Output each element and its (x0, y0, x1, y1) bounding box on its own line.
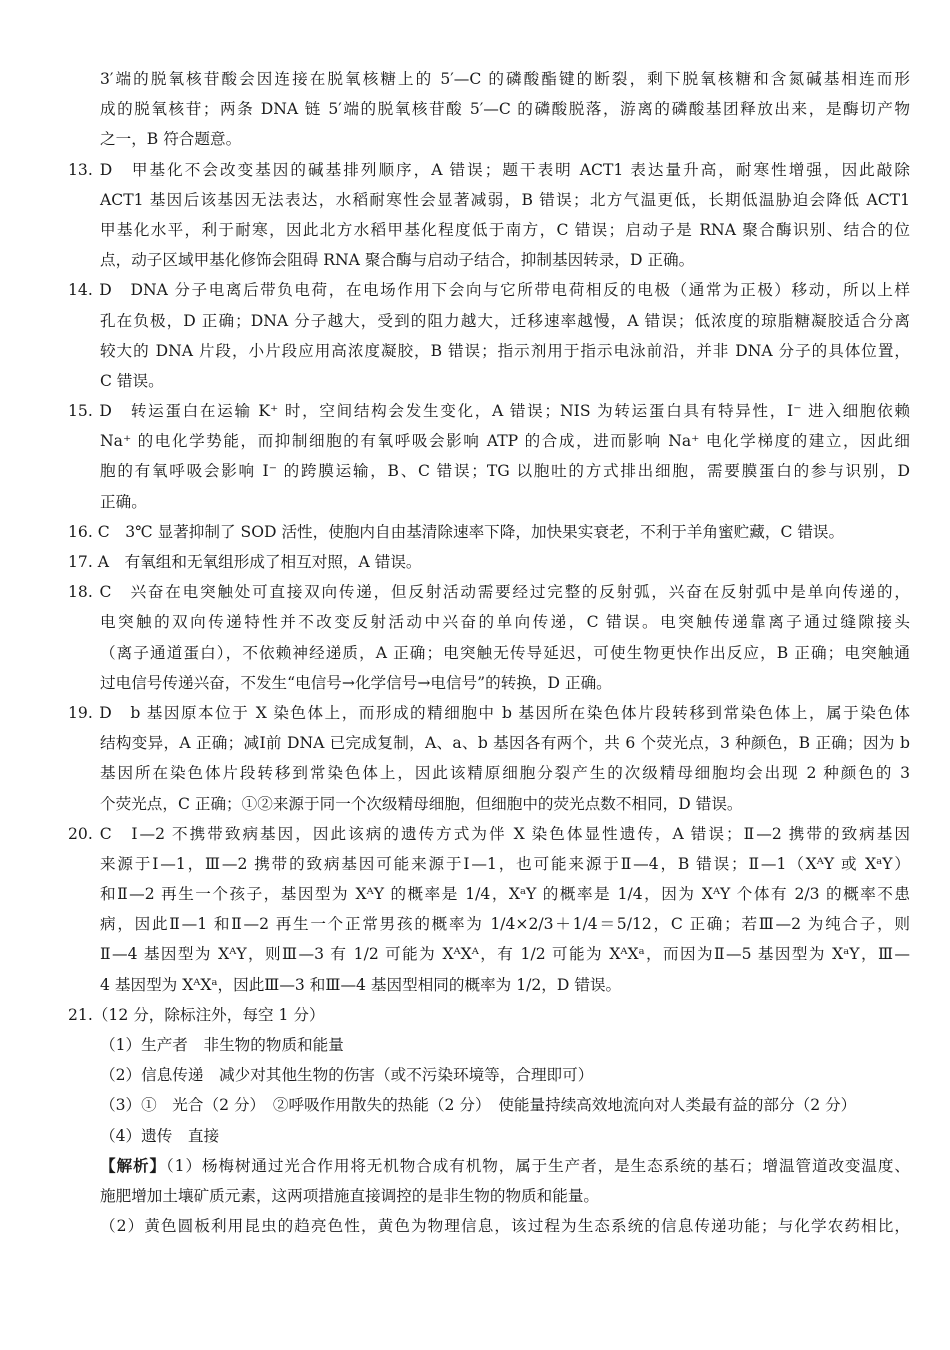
text-line: 过电信号传递兴奋，不发生“电信号→化学信号→电信号”的转换，D 正确。 (100, 673, 612, 692)
text-line: （2）黄色圆板利用昆虫的趋亮色性，黄色为物理信息，该过程为生态系统的信息传递功能；与化学农药相比， (100, 1217, 910, 1236)
answer-16: 16. C 3℃ 显著抑制了 SOD 活性，使胞内自由基清除速率下降，加快果实衰老，不利于羊角蜜贮藏，C 错误。 (68, 522, 845, 541)
text-line: Na⁺ 的电化学势能，而抑制细胞的有氧呼吸会影响 ATP 的合成，进而影响 Na⁺ 电化学梯度的建立，因此细 (100, 432, 910, 451)
answer-21-part-2: （2）信息传递 减少对其他生物的伤害（或不污染环境等，合理即可） (100, 1066, 594, 1085)
text-line: 孔在负极，D 正确；DNA 分子越大，受到的阻力越大，迁移速率越慢，A 错误；低浓度的琼脂糖凝胶适合分离 (100, 311, 910, 330)
text-line: ACT1 基因后该基因无法表达，水稻耐寒性会显著减弱，B 错误；北方气温更低，长期低温胁迫会降低 ACT1 (100, 190, 910, 209)
text-line: 结构变异，A 正确；减Ⅰ前 DNA 已完成复制，A、a、b 基因各有两个，共 6 个荧光点，3 种颜色，B 正确；因为 b (100, 734, 910, 753)
analysis-heading-line: 【解析】（1）杨梅树通过光合作用将无机物合成有机物，属于生产者，是生态系统的基石；增温管道改变温度、 (100, 1155, 910, 1175)
text-line: 电突触的双向传递特性并不改变反射活动中兴奋的单向传递，C 错误。电突触传递靠离子通过缝隙接头 (100, 613, 910, 632)
answer-21-part-1: （1）生产者 非生物的物质和能量 (100, 1036, 344, 1054)
text-line: 之一，B 符合题意。 (100, 130, 242, 149)
text-line: 来源于Ⅰ—1，Ⅲ—2 携带的致病基因可能来源于Ⅰ—1，也可能来源于Ⅱ—4，B 错误；Ⅱ—1（XᴬY 或 XᵃY） (100, 854, 910, 873)
text-line: 正确。 (100, 492, 147, 511)
text-line: 4 基因型为 XᴬXᵃ，因此Ⅲ—3 和Ⅲ—4 基因型相同的概率为 1/2，D 错误。 (100, 975, 622, 994)
answer-13: 13. D 甲基化不会改变基因的碱基排列顺序，A 错误；题干表明 ACT1 表达量升高，耐寒性增强，因此敲除 (68, 160, 910, 179)
answer-14: 14. D DNA 分子电离后带负电荷，在电场作用下会向与它所带电荷相反的电极（通常为正极）移动，所以上样 (68, 281, 910, 300)
text-line: 胞的有氧呼吸会影响 I⁻ 的跨膜运输，B、C 错误；TG 以胞吐的方式排出细胞，需要膜蛋白的参与识别，D (100, 462, 910, 481)
text-line: 点，动子区域甲基化修饰会阻碍 RNA 聚合酶与启动子结合，抑制基因转录，D 正确。 (100, 251, 695, 270)
answer-21-part-4: （4）遗传 直接 (100, 1126, 220, 1145)
text-line: Ⅱ—4 基因型为 XᴬY，则Ⅲ—3 有 1/2 可能为 XᴬXᴬ，有 1/2 可能为 XᴬXᵃ，而因为Ⅱ—5 基因型为 XᵃY，Ⅲ— (100, 945, 910, 964)
text-line: 施肥增加土壤矿质元素，这两项措施直接调控的是非生物的物质和能量。 (100, 1186, 600, 1205)
answer-21-header: 21.（12 分，除标注外，每空 1 分） (68, 1005, 325, 1024)
text-line: 3′端的脱氧核苷酸会因连接在脱氧核糖上的 5′—C 的磷酸酯键的断裂，剩下脱氧核糖和含氮碱基相连而形 (100, 70, 910, 88)
text-line: 成的脱氧核苷；两条 DNA 链 5′端的脱氧核苷酸 5′—C 的磷酸脱落，游离的磷酸基团释放出来，是酶切产物 (100, 100, 910, 119)
answer-21-part-3: （3）① 光合（2 分） ②呼吸作用散失的热能（2 分） 使能量持续高效地流向对人类最有益的部分（2 分） (100, 1096, 857, 1115)
answer-17: 17. A 有氧组和无氧组形成了相互对照，A 错误。 (68, 553, 422, 571)
answer-19: 19. D b 基因原本位于 X 染色体上，而形成的精细胞中 b 基因所在染色体片段转移到常染色体上，属于染色体 (68, 703, 910, 722)
text-line: 个荧光点，C 正确；①②来源于同一个次级精母细胞，但细胞中的荧光点数不相同，D 错误。 (100, 794, 743, 813)
answer-20: 20. C Ⅰ—2 不携带致病基因，因此该病的遗传方式为伴 X 染色体显性遗传，A 错误；Ⅱ—2 携带的致病基因 (68, 824, 910, 843)
answer-15: 15. D 转运蛋白在运输 K⁺ 时，空间结构会发生变化，A 错误；NIS 为转运蛋白具有特异性，I⁻ 进入细胞依赖 (68, 402, 910, 421)
text-line: 病，因此Ⅱ—1 和Ⅱ—2 再生一个正常男孩的概率为 1/4×2/3＋1/4＝5/12，C 正确；若Ⅲ—2 为纯合子，则 (100, 915, 910, 934)
text-line: 和Ⅱ—2 再生一个孩子，基因型为 XᴬY 的概率是 1/4，XᵃY 的概率是 1/4，因为 XᴬY 个体有 2/3 的概率不患 (100, 885, 910, 904)
text-line: 甲基化水平，利于耐寒，因此北方水稻甲基化程度低于南方，C 错误；启动子是 RNA 聚合酶识别、结合的位 (100, 220, 910, 239)
text-line: C 错误。 (100, 371, 164, 390)
answer-18: 18. C 兴奋在电突触处可直接双向传递，但反射活动需要经过完整的反射弧，兴奋在反射弧中是单向传递的， (68, 583, 910, 602)
text-line: （离子通道蛋白），不依赖神经递质，A 正确；电突触无传导延迟，可使生物更快作出反应，B 正确；电突触通 (100, 643, 910, 662)
text-line: 基因所在染色体片段转移到常染色体上，因此该精原细胞分裂产生的次级精母细胞均会出现 2 种颜色的 3 (100, 764, 910, 783)
text-line: 较大的 DNA 片段，小片段应用高浓度凝胶，B 错误；指示剂用于指示电泳前沿，并非 DNA 分子的具体位置， (100, 341, 910, 360)
analysis-tag: 【解析】 (100, 1155, 166, 1175)
